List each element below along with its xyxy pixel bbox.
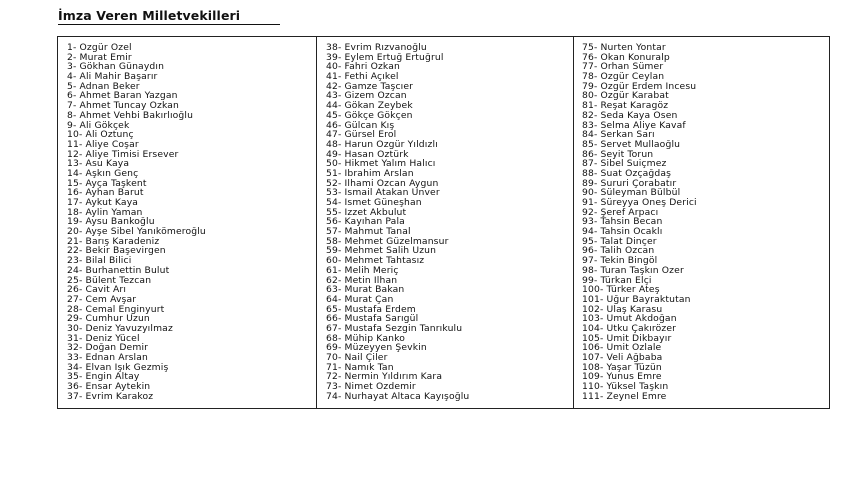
signatory-entry: 95- Talat Dinçer	[582, 236, 657, 247]
signatory-entry: 56- Kayıhan Pala	[326, 217, 405, 228]
signatory-entry: 47- Gürsel Erol	[326, 130, 397, 140]
signatory-entry: 94- Tahsin Ocaklı	[582, 227, 663, 237]
signatory-entry: 5- Adnan Beker	[67, 81, 140, 92]
signatory-entry: 79- Özgür Erdem İncesu	[582, 81, 697, 92]
signatory-entry: 111- Zeynel Emre	[582, 391, 667, 402]
signatory-entry: 69- Müzeyyen Şevkin	[326, 343, 427, 353]
signatory-entry: 86- Seyit Torun	[582, 149, 654, 160]
signatory-entry: 37- Evrim Karakoz	[67, 391, 154, 402]
signatory-entry: 71- Namık Tan	[326, 362, 394, 373]
title-underline	[58, 24, 280, 25]
signatory-entry: 30- Deniz Yavuzyılmaz	[67, 323, 173, 334]
signatory-entry: 98- Turan Taşkın Özer	[582, 265, 684, 276]
signatories-column-1	[58, 37, 317, 408]
signatory-entry: 43- Gizem Özcan	[326, 91, 407, 102]
signatory-entry: 63- Murat Bakan	[326, 285, 405, 295]
signatory-entry: 44- Gökan Zeybek	[326, 101, 413, 111]
signatory-entry: 109- Yunus Emre	[582, 372, 662, 383]
signatory-entry: 20- Ayşe Sibel Yanıkömeroğlu	[67, 227, 206, 237]
signatory-entry: 72- Nermin Yıldırım Kara	[326, 372, 443, 383]
signatory-entry: 32- Doğan Demir	[67, 343, 149, 353]
signatory-entry: 55- İzzet Akbulut	[326, 207, 407, 218]
signatory-entry: 68- Mühip Kanko	[326, 333, 405, 344]
signatory-entry: 99- Türkan Elçi	[582, 275, 652, 286]
signatory-entry: 4- Ali Mahir Başarır	[67, 72, 158, 82]
signatory-entry: 51- İbrahim Arslan	[326, 168, 414, 179]
signatory-entry: 16- Ayhan Barut	[67, 188, 144, 198]
signatory-entry: 15- Ayça Taşkent	[67, 178, 147, 189]
signatory-entry: 101- Uğur Bayraktutan	[582, 294, 691, 305]
signatory-entry: 104- Utku Çakırözer	[582, 323, 677, 334]
signatories-table	[57, 36, 830, 409]
signatory-entry: 41- Fethi Açıkel	[326, 72, 399, 82]
signatory-entry: 85- Servet Mullaoğlu	[582, 139, 681, 150]
signatory-entry: 48- Harun Özgür Yıldızlı	[326, 139, 438, 150]
signatory-entry: 58- Mehmet Güzelmansur	[326, 236, 449, 247]
signatory-entry: 49- Hasan Öztürk	[326, 149, 409, 160]
signatory-entry: 105- Ümit Dikbayır	[582, 333, 672, 344]
signatory-entry: 57- Mahmut Tanal	[326, 227, 411, 237]
signatory-entry: 33- Ednan Arslan	[67, 353, 149, 363]
signatory-entry: 66- Mustafa Sarıgül	[326, 314, 419, 324]
signatory-entry: 36- Ensar Aytekin	[67, 382, 151, 392]
signatory-entry: 67- Mustafa Sezgin Tanrıkulu	[326, 323, 463, 334]
signatory-entry: 34- Elvan Işık Gezmiş	[67, 362, 169, 373]
signatory-entry: 110- Yüksel Taşkın	[582, 382, 669, 392]
signatory-entry: 22- Bekir Başevirgen	[67, 246, 166, 257]
signatory-entry: 25- Bülent Tezcan	[67, 275, 152, 286]
signatory-entry: 14- Aşkın Genç	[67, 168, 139, 179]
signatory-entry: 26- Cavit Arı	[67, 285, 127, 295]
signatory-entry: 93- Tahsin Becan	[582, 217, 663, 228]
signatory-entry: 35- Engin Altay	[67, 372, 140, 383]
signatory-entry: 17- Aykut Kaya	[67, 198, 139, 208]
signatory-entry: 62- Metin İlhan	[326, 275, 398, 286]
signatory-entry: 77- Orhan Sümer	[582, 62, 664, 73]
signatory-entry: 45- Gökçe Gökçen	[326, 110, 413, 121]
signatory-entry: 50- Hikmet Yalım Halıcı	[326, 159, 436, 169]
signatory-entry: 7- Ahmet Tuncay Özkan	[67, 101, 180, 111]
signatory-entry: 6- Ahmet Baran Yazgan	[67, 91, 178, 102]
signatory-entry: 81- Reşat Karagöz	[582, 101, 669, 111]
signatory-entry: 73- Nimet Özdemir	[326, 382, 416, 392]
signatory-entry: 74- Nurhayat Altaca Kayışoğlu	[326, 391, 470, 402]
signatory-entry: 12- Aliye Timisi Ersever	[67, 149, 179, 160]
signatory-entry: 23- Bilal Bilici	[67, 256, 132, 266]
signatory-entry: 1- Özgür Özel	[67, 43, 132, 53]
signatory-entry: 3- Gökhan Günaydın	[67, 62, 165, 73]
signatory-entry: 13- Asu Kaya	[67, 159, 130, 169]
document-title: İmza Veren Milletvekilleri	[58, 8, 241, 23]
signatory-entry: 70- Nail Çiler	[326, 353, 388, 363]
signatories-column-3	[574, 37, 829, 408]
signatory-entry: 100- Türker Ateş	[582, 285, 660, 295]
signatory-entry: 107- Veli Ağbaba	[582, 353, 663, 363]
signatory-entry: 31- Deniz Yücel	[67, 333, 140, 344]
signatory-entry: 60- Mehmet Tahtasız	[326, 256, 425, 266]
signatory-entry: 42- Gamze Taşcıer	[326, 81, 414, 92]
signatory-entry: 97- Tekin Bingöl	[582, 256, 658, 266]
signatory-entry: 39- Eylem Ertuğ Ertuğrul	[326, 52, 444, 63]
signatory-entry: 75- Nurten Yontar	[582, 43, 666, 53]
signatory-entry: 80- Özgür Karabat	[582, 91, 669, 102]
signatory-entry: 64- Murat Çan	[326, 294, 394, 305]
signatory-entry: 92- Şeref Arpacı	[582, 207, 659, 218]
signatory-entry: 40- Fahri Özkan	[326, 62, 400, 73]
signatory-entry: 65- Mustafa Erdem	[326, 304, 416, 315]
signatory-entry: 102- Ulaş Karasu	[582, 304, 663, 315]
signatory-entry: 90- Süleyman Bülbül	[582, 188, 681, 198]
signatory-entry: 19- Aysu Bankoğlu	[67, 217, 155, 228]
signatory-entry: 29- Cumhur Uzun	[67, 314, 150, 324]
signatory-entry: 21- Barış Karadeniz	[67, 236, 160, 247]
signatory-entry: 53- İsmail Atakan Ünver	[326, 188, 440, 198]
signatory-entry: 28- Cemal Enginyurt	[67, 304, 165, 315]
signatory-entry: 106- Ümit Özlale	[582, 343, 662, 353]
signatory-entry: 9- Ali Gökçek	[67, 120, 130, 131]
signatory-entry: 96- Talih Özcan	[582, 246, 655, 257]
signatory-entry: 61- Melih Meriç	[326, 265, 399, 276]
signatory-entry: 59- Mehmet Salih Uzun	[326, 246, 437, 257]
signatory-entry: 83- Selma Aliye Kavaf	[582, 120, 686, 131]
signatory-entry: 91- Süreyya Öneş Derici	[582, 198, 697, 208]
signatory-entry: 52- İlhami Özcan Aygun	[326, 178, 439, 189]
signatory-entry: 24- Burhanettin Bulut	[67, 265, 170, 276]
signatory-entry: 10- Ali Öztunç	[67, 130, 134, 140]
signatory-entry: 46- Gülcan Kış	[326, 120, 395, 131]
signatory-entry: 54- İsmet Güneşhan	[326, 198, 422, 208]
signatory-entry: 108- Yaşar Tüzün	[582, 362, 662, 373]
signatory-entry: 2- Murat Emir	[67, 52, 132, 63]
signatory-entry: 87- Sibel Suiçmez	[582, 159, 667, 169]
signatory-entry: 8- Ahmet Vehbi Bakırlıoğlu	[67, 110, 194, 121]
signatories-column-2	[317, 37, 574, 408]
signatory-entry: 88- Suat Özçağdaş	[582, 168, 672, 179]
signatory-entry: 76- Okan Konuralp	[582, 52, 670, 63]
signatory-entry: 11- Aliye Coşar	[67, 139, 139, 150]
signatory-entry: 38- Evrim Rızvanoğlu	[326, 43, 427, 53]
signatory-entry: 82- Seda Kaya Ösen	[582, 110, 678, 121]
signatory-entry: 84- Serkan Sarı	[582, 130, 655, 140]
signatory-entry: 103- Umut Akdoğan	[582, 314, 677, 324]
signatory-entry: 27- Cem Avşar	[67, 294, 137, 305]
signatory-entry: 18- Aylin Yaman	[67, 207, 143, 218]
signatory-entry: 89- Sururi Çorabatır	[582, 178, 677, 189]
signatory-entry: 78- Özgür Ceylan	[582, 72, 665, 82]
